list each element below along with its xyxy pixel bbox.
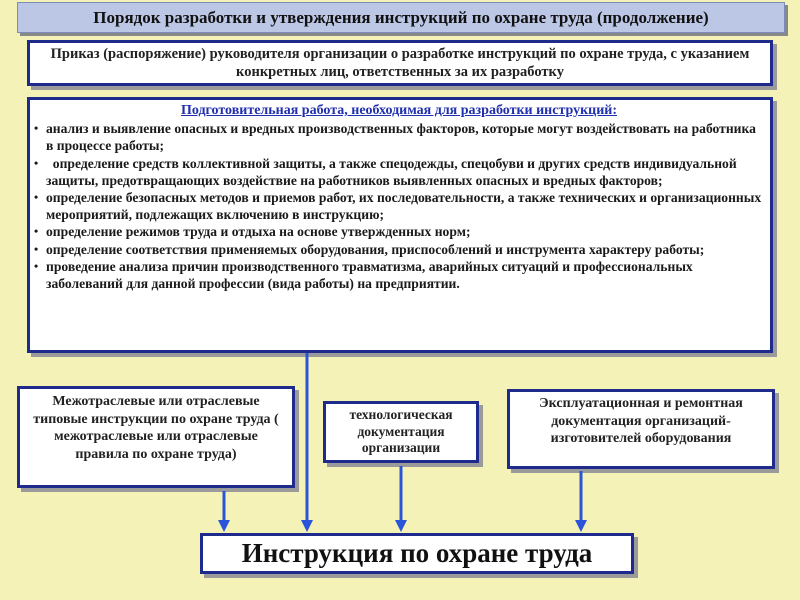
operational-docs-box — [507, 389, 775, 469]
list-item: • определение безопасных методов и приемов работ, их последовательности, а также технических и организационных мероприятий, подлежащих включению в инструкцию; — [34, 190, 762, 223]
order-text: Приказ (распоряжение) руководителя организации о разработке инструкций по охране труда, с указанием конкретных лиц, ответственных за их разработку — [50, 46, 750, 80]
bullet-icon: • — [34, 155, 39, 170]
bullet-icon: • — [34, 190, 39, 205]
list-item: • определение режимов труда и отдыха на основе утвержденных норм; — [34, 224, 471, 240]
order-box — [27, 40, 773, 86]
arrow-prep-to-result-head — [301, 520, 313, 532]
arrow-right-to-result-head — [575, 520, 587, 532]
sector-instructions-text: Межотраслевые или отраслевые типовые инструкции по охране труда ( межотраслевые или отраслевые правила по охране труда) — [33, 394, 279, 462]
list-item: • определение соответствия применяемых оборудования, приспособлений и инструмента характеру работы; — [34, 241, 705, 257]
list-item: • определение средств коллективной защиты, а также спецодежды, спецобуви и других средств индивидуальной защиты, предотвращающих воздействие на работников выявленных опасных и вредных факторов; — [34, 155, 741, 188]
sector-instructions-box — [17, 386, 295, 488]
bullet-icon: • — [34, 258, 39, 273]
bullet-icon: • — [34, 241, 39, 256]
preparatory-work-title: Подготовительная работа, необходимая для разработки инструкций: — [180, 103, 618, 118]
preparatory-work-list — [34, 120, 764, 292]
arrow-center-to-result-head — [395, 520, 407, 532]
arrow-left-to-result-head — [218, 520, 230, 532]
slide-title: Порядок разработки и утверждения инструкций по охране труда (продолжение) — [17, 2, 785, 33]
list-item: • анализ и выявление опасных и вредных производственных факторов, которые могут воздействовать на работника в процессе работы; — [34, 121, 756, 154]
result-instruction-box — [200, 533, 634, 574]
result-instruction-text: Инструкция по охране труда — [241, 538, 593, 568]
operational-docs-text: Эксплуатационная и ремонтная документация организаций-изготовителей оборудования — [539, 396, 743, 446]
bullet-icon: • — [34, 121, 39, 136]
preparatory-work-box — [27, 97, 773, 353]
technological-docs-text: технологическая документация организации — [349, 407, 453, 455]
list-item: • проведение анализа причин производственного травматизма, аварийных ситуаций и профессиональных заболеваний для данной профессии (вида работы) на предприятии. — [34, 258, 693, 292]
bullet-icon: • — [34, 224, 39, 239]
technological-docs-box — [323, 401, 479, 463]
